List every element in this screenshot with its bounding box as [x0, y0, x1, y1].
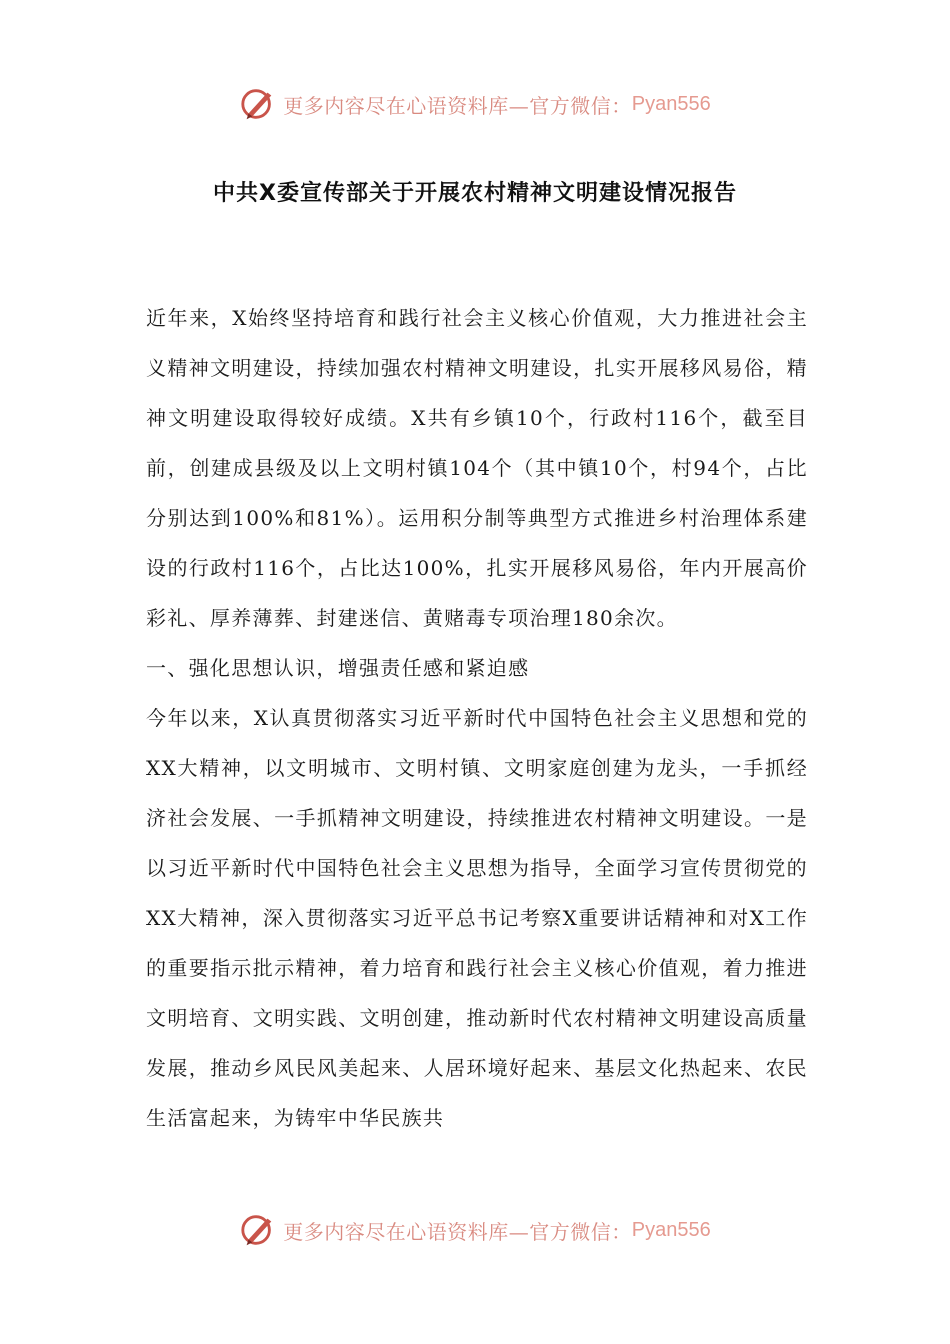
banner-wechat-id: Pyan556: [631, 92, 711, 115]
banner-text: 更多内容尽在心语资料库—官方微信：: [283, 93, 632, 118]
banner-wechat-id: Pyan556: [631, 1218, 711, 1241]
paragraph-intro: 近年来，X始终坚持培育和践行社会主义核心价值观，大力推进社会主义精神文明建设，持续加强农村精神文明建设，扎实开展移风易俗，精神文明建设取得较好成绩。X共有乡镇10个，行政村116个，截至目前，创建成县级及以上文明村镇104个（其中镇10个，村94个，占比分别达到100%和81%）。运用积分制等典型方式推进乡村治理体系建设的行政村116个，占比达100%，扎实开展移风易俗，年内开展高价彩礼、厚养薄葬、封建迷信、黄赌毒专项治理180余次。: [146, 306, 808, 630]
pen-logo-icon: [239, 85, 277, 123]
header-watermark-banner: [0, 82, 950, 126]
pen-logo-icon: [239, 1211, 277, 1249]
footer-watermark-banner: [0, 1208, 950, 1252]
paragraph-section-1: 今年以来，X认真贯彻落实习近平新时代中国特色社会主义思想和党的XX大精神，以文明城市、文明村镇、文明家庭创建为龙头，一手抓经济社会发展、一手抓精神文明建设，持续推进农村精神文明建设。一是以习近平新时代中国特色社会主义思想为指导，全面学习宣传贯彻党的XX大精神，深入贯彻落实习近平总书记考察X重要讲话精神和对X工作的重要指示批示精神，着力培育和践行社会主义核心价值观，着力推进文明培育、文明实践、文明创建，推动新时代农村精神文明建设高质量发展，推动乡风民风美起来、人居环境好起来、基层文化热起来、农民生活富起来，为铸牢中华民族共: [146, 706, 808, 1130]
banner-text: 更多内容尽在心语资料库—官方微信：: [283, 1219, 632, 1244]
section-heading-1: 一、强化思想认识，增强责任感和紧迫感: [146, 656, 530, 680]
document-title: 中共X委宣传部关于开展农村精神文明建设情况报告: [213, 181, 737, 206]
document-body: [146, 293, 808, 1143]
